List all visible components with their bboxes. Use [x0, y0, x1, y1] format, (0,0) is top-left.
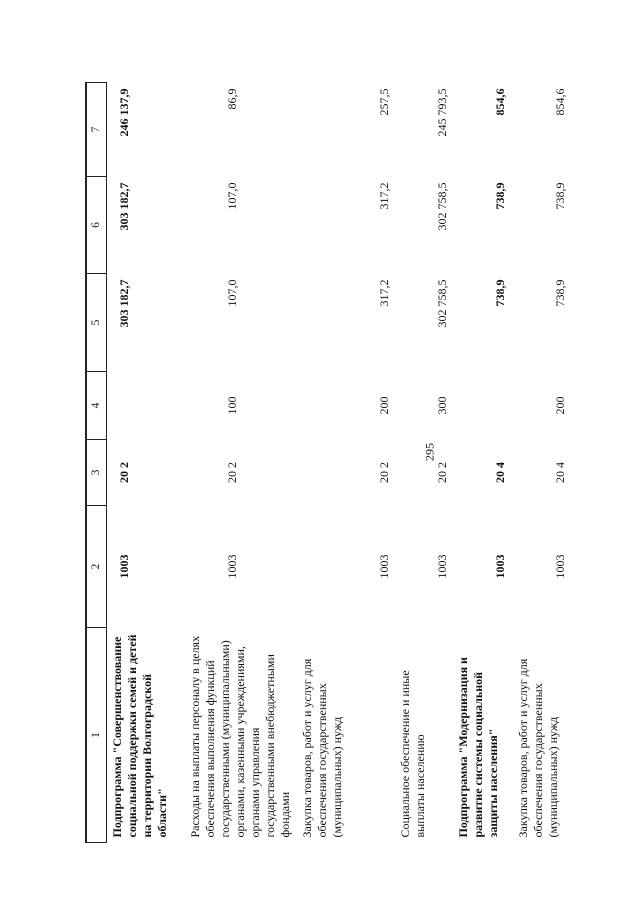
- cell-2: 1003: [117, 554, 131, 579]
- budget-table: [85, 82, 583, 843]
- cell-4: 200: [552, 396, 567, 415]
- cell-6: 302 758,5: [434, 182, 449, 231]
- column-header: 1: [86, 628, 107, 843]
- cell-6: 303 182,7: [117, 182, 131, 231]
- cell-2: 1003: [552, 554, 567, 579]
- column-header: 7: [86, 83, 107, 177]
- row-label: Социальное обеспечение и иные выплаты населению: [397, 670, 427, 838]
- cell-3: 20 2: [117, 462, 131, 483]
- cell-3: 20 4: [552, 462, 567, 483]
- table-row: [453, 83, 513, 843]
- table-row: [395, 83, 453, 843]
- cell-2: 1003: [376, 554, 391, 579]
- cell-4: 100: [224, 396, 239, 415]
- cell-7: 854,6: [552, 88, 567, 116]
- cell-6: 317,2: [376, 182, 391, 210]
- cell-5: 317,2: [376, 279, 391, 307]
- row-label: Подпрограмма "Совершенствование социальной поддержки семей и детей на территории Волгоградской области": [110, 634, 169, 838]
- cell-6: 738,9: [492, 182, 507, 210]
- table-row: [185, 83, 297, 843]
- cell-7: 246 137,9: [117, 88, 131, 137]
- cell-5: 302 758,5: [434, 279, 449, 328]
- row-label: Расходы на выплаты персоналу в целях обеспечения выполнения функций государственными (муниципальными) органами, казенными учреждениями, органами управления государственными внебюджетными фондами: [187, 635, 292, 838]
- cell-2: 1003: [224, 554, 239, 579]
- table-body: [107, 83, 583, 843]
- cell-7: 245 793,5: [434, 88, 449, 137]
- cell-6: 738,9: [552, 182, 567, 210]
- column-header: 5: [86, 274, 107, 372]
- cell-5: 303 182,7: [117, 279, 131, 328]
- cell-2: 1003: [434, 554, 449, 579]
- cell-3: 20 2: [224, 462, 239, 483]
- cell-3: 20 2: [434, 462, 449, 483]
- row-label: Подпрограмма "Модернизация и развитие системы социальной защиты населения": [455, 657, 500, 838]
- cell-6: 107,0: [224, 182, 239, 210]
- cell-2: 1003: [492, 554, 507, 579]
- rotated-budget-table-container: [85, 83, 590, 843]
- cell-7: 854,6: [492, 88, 507, 116]
- page-number: 295: [422, 443, 437, 461]
- table-row: [297, 83, 395, 843]
- cell-7: 257,5: [376, 88, 391, 116]
- cell-4: 300: [434, 396, 449, 415]
- row-label: Закупка товаров, работ и услуг для обеспечения государственных (муниципальных) нужд: [515, 658, 560, 838]
- table-row: [513, 83, 583, 843]
- column-header: 4: [86, 372, 107, 440]
- table-header-row: [86, 83, 107, 843]
- cell-5: 738,9: [492, 279, 507, 307]
- table-row: [107, 83, 185, 843]
- cell-4: [453, 372, 513, 440]
- column-header: 6: [86, 177, 107, 274]
- cell-4: [107, 372, 185, 440]
- cell-4: 200: [376, 396, 391, 415]
- row-label: Закупка товаров, работ и услуг для обеспечения государственных (муниципальных) нужд: [299, 658, 344, 838]
- column-header: 2: [86, 506, 107, 628]
- cell-7: 86,9: [224, 88, 239, 110]
- cell-3: 20 4: [492, 462, 507, 483]
- column-header: 3: [86, 440, 107, 506]
- cell-5: 107,0: [224, 279, 239, 307]
- cell-5: 738,9: [552, 279, 567, 307]
- cell-3: 20 2: [376, 462, 391, 483]
